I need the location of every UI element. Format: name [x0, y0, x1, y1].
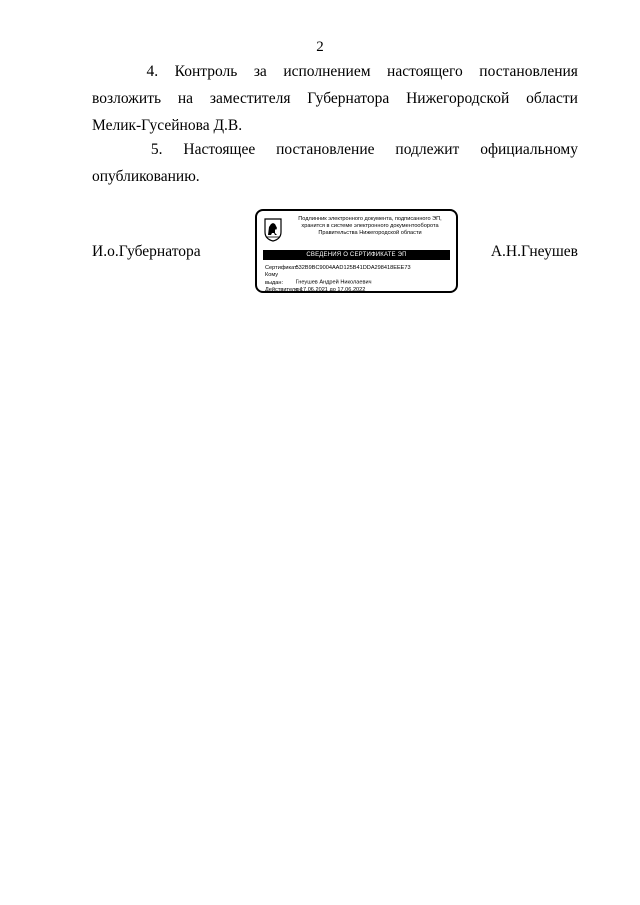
word: настоящего	[387, 63, 463, 80]
word: заместителя	[209, 90, 291, 107]
paragraph-4	[92, 58, 578, 139]
word: постановление	[276, 141, 375, 158]
stamp-title-bar: СВЕДЕНИЯ О СЕРТИФИКАТЕ ЭП	[263, 250, 450, 260]
nizhny-novgorod-emblem-icon	[264, 218, 282, 242]
signer-position: И.о.Губернатора	[92, 243, 201, 260]
word: официальному	[480, 141, 578, 158]
issued-to-row: Кому выдан: Гнеушев Андрей Николаевич	[265, 272, 372, 286]
paragraph-4-line-1	[92, 58, 578, 85]
electronic-signature-stamp	[255, 209, 458, 293]
word: исполнением	[283, 63, 371, 80]
signer-name: А.Н.Гнеушев	[490, 243, 578, 260]
word: подлежит	[395, 141, 460, 158]
word: Контроль	[174, 63, 238, 80]
stamp-header: Подлинник электронного документа, подписанного ЭП, хранится в системе электронного документооборота Правительства Нижегородской области	[298, 216, 442, 236]
paragraph-5-number: 5.	[150, 141, 163, 158]
word: Губернатора	[307, 90, 390, 107]
page-number: 2	[316, 39, 324, 55]
word: постановления	[479, 63, 578, 80]
validity-row: Действителен: с 17.06.2021 до 17.06.2022	[265, 286, 366, 293]
paragraph-4-line-3: Мелик-Гусейнова Д.В.	[92, 117, 243, 134]
word: Настоящее	[183, 141, 256, 158]
paragraph-4-number: 4.	[146, 63, 159, 80]
word: на	[177, 90, 194, 107]
word: области	[526, 90, 578, 107]
paragraph-4-line-2	[92, 85, 578, 112]
word: возложить	[92, 90, 162, 107]
word: Нижегородской	[406, 90, 510, 107]
stamp-details	[265, 265, 455, 294]
paragraph-5	[92, 136, 578, 190]
word: за	[253, 63, 267, 80]
certificate-row: Сертификат: 532B9BC9004AAD125B41DDA298418EEE73	[265, 265, 411, 271]
paragraph-5-line-2: опубликованию.	[92, 168, 200, 185]
paragraph-5-line-1	[92, 136, 578, 163]
